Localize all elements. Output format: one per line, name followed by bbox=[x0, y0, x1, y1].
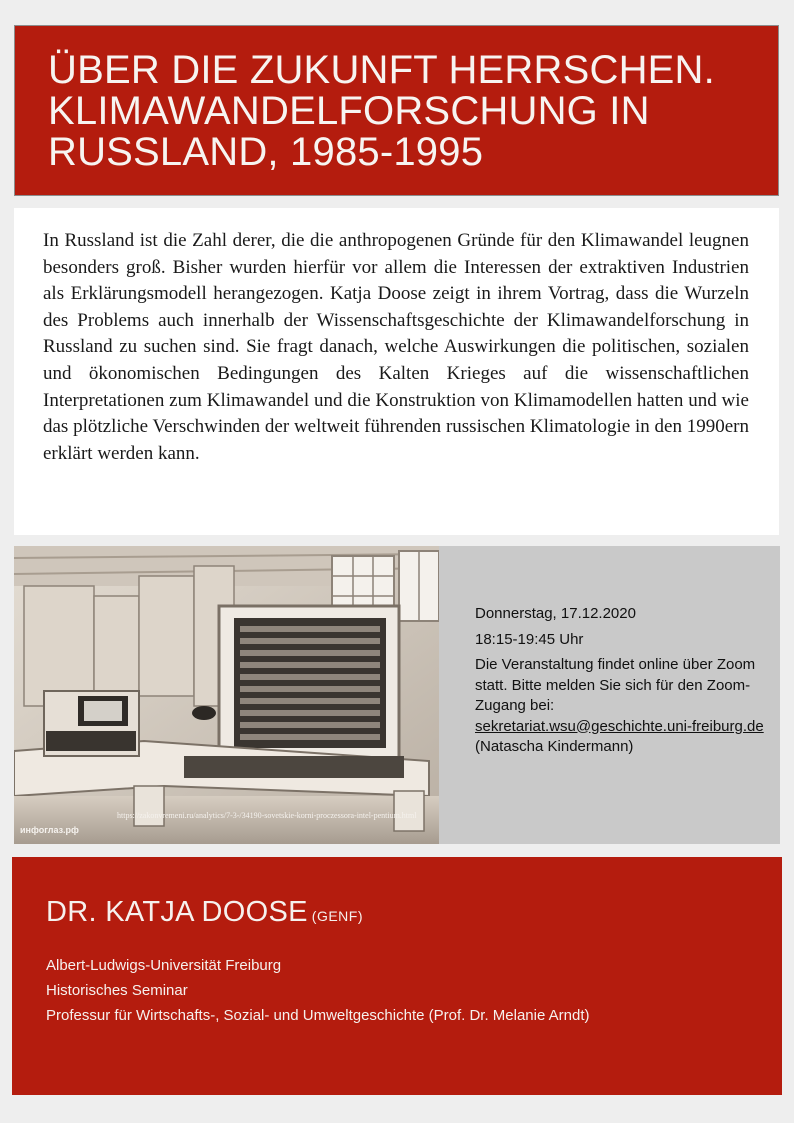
page-title bbox=[48, 50, 758, 173]
event-info-panel bbox=[439, 546, 780, 844]
speaker-affiliation bbox=[46, 953, 590, 1028]
photo-watermark: инфоглаз.рф bbox=[20, 825, 79, 835]
title-banner bbox=[14, 25, 779, 196]
affiliation-university: Albert-Ludwigs-Universität Freiburg bbox=[46, 957, 282, 974]
abstract-text: In Russland ist die Zahl derer, die die anthropogenen Gründe für den Klimawandel leugnen besonders groß. Bisher wurden hierfür vor allem die Interessen der extraktiven Industrien als Erklärungsmodell herangezogen. Katja Doose zeigt in ihrem Vortrag, dass die Wurzeln des Problems auch innerhalb der Wissenschaftsgeschichte der Klimawandelforschung in Russland zu suchen sind. Sie fragt danach, welche Auswirkungen die politischen, sozialen und ökonomischen Bedingungen des Kalten Krieges auf die wissenschaftlichen Interpretationen zum Klimawandel und die Konstruktion von Klimamodellen hatten und wie das plötzliche Verschwinden der weltweit führenden russischen Klimatologie in den 1990ern erklärt werden kann. bbox=[43, 230, 749, 464]
event-date: Donnerstag, 17.12.2020 bbox=[475, 605, 636, 622]
computer-room-photo bbox=[14, 546, 439, 844]
photo-source-url: https://zakonvremeni.ru/analytics/7-3-/34190-sovetskie-korni-proczessora-intel-pentium.html bbox=[117, 811, 417, 820]
speaker-location: (GENF) bbox=[311, 908, 364, 924]
archive-photo bbox=[14, 546, 439, 844]
title-line-1: ÜBER DIE ZUKUNFT HERRSCHEN. bbox=[48, 48, 715, 92]
abstract-panel bbox=[14, 208, 779, 535]
speaker-name: DR. KATJA DOOSE bbox=[46, 896, 308, 928]
title-line-2: KLIMAWANDELFORSCHUNG IN bbox=[48, 89, 650, 133]
email-link[interactable]: sekretariat.wsu@geschichte.uni-freiburg.de bbox=[475, 717, 764, 735]
speaker-banner bbox=[12, 857, 782, 1095]
event-contact: (Natascha Kindermann) bbox=[475, 738, 634, 755]
title-line-3: RUSSLAND, 1985-1995 bbox=[48, 130, 484, 174]
affiliation-chair: Professur für Wirtschafts-, Sozial- und Umweltgeschichte (Prof. Dr. Melanie Arndt) bbox=[46, 1007, 590, 1024]
event-time: 18:15-19:45 Uhr bbox=[475, 630, 584, 648]
event-note: Die Veranstaltung findet online über Zoom statt. Bitte melden Sie sich für den Zoom-Zugang bei: bbox=[475, 656, 756, 714]
affiliation-seminar: Historisches Seminar bbox=[46, 982, 188, 999]
